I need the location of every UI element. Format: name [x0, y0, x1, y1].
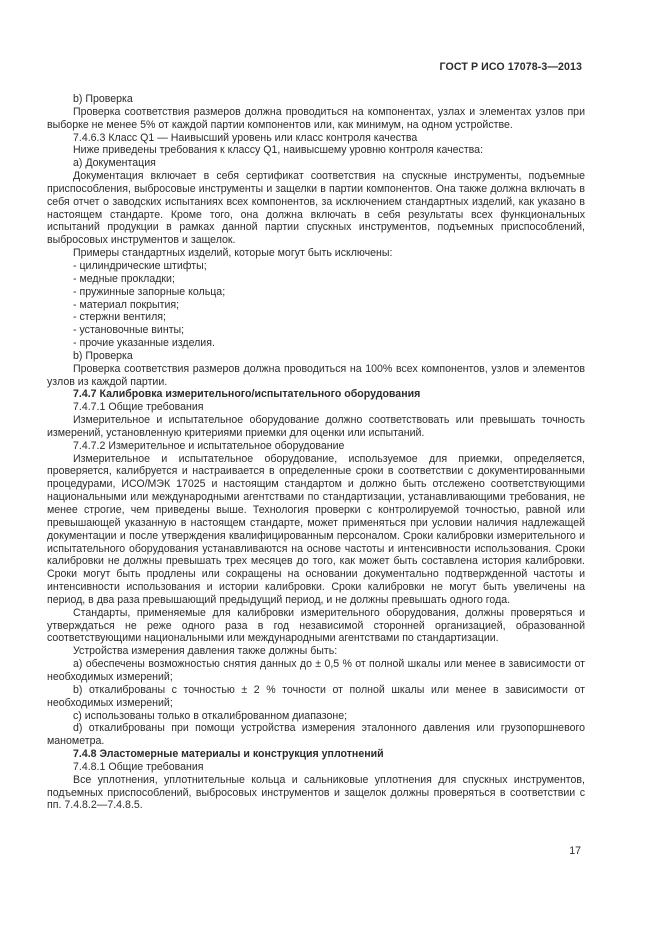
subsection-label-inspection-q1: b) Проверка — [73, 349, 133, 362]
section-heading-7-4-7: 7.4.7 Калибровка измерительного/испытательного оборудования — [73, 388, 421, 401]
list-item: c) использованы только в откалиброванном диапазоне; — [73, 709, 348, 722]
document-body — [47, 93, 585, 812]
section-heading-7-4-7-2: 7.4.7.2 Измерительное и испытательное оборудование — [73, 439, 345, 452]
list-item: - стержни вентиля; — [73, 311, 166, 324]
list-item: - материал покрытия; — [73, 298, 180, 311]
section-heading-7-4-8: 7.4.8 Эластомерные материалы и конструкция уплотнений — [73, 748, 384, 761]
paragraph-general-requirements: Измерительное и испытательное оборудование должно соответствовать или превышать точность измерений, установленную критериями приемки для оценки или испытаний. — [47, 414, 585, 439]
list-item: a) обеспечены возможностью снятия данных до ± 0,5 % от полной шкалы или менее в зависимости от необходимых измерений; — [47, 658, 585, 683]
subsection-label-inspection: b) Проверка — [73, 93, 133, 105]
page-number: 17 — [569, 845, 581, 857]
subsection-label-documentation: a) Документация — [73, 157, 156, 170]
document-standard-header: ГОСТ Р ИСО 17078-3—2013 — [439, 61, 582, 73]
paragraph-q1-intro: Ниже приведены требования к классу Q1, наивысшему уровню контроля качества: — [73, 144, 484, 157]
paragraph-pressure-devices-intro: Устройства измерения давления также должны быть: — [73, 645, 338, 658]
list-item: - прочие указанные изделия. — [73, 337, 215, 350]
paragraph-seals-requirements: Все уплотнения, уплотнительные кольца и сальниковые уплотнения для спускных инструментов, подъемных приспособлений, выбросовых инструментов и защелок должны проверяться в соответствии с пп. 7.4.8.2—7.4.8.5. — [47, 773, 585, 812]
paragraph-documentation: Документация включает в себя сертификат соответствия на спускные инструменты, подъемные приспособления, выбросовые инструменты и защелки в партии компонентов. Она также должна включать в себя отчет о заводских испытаниях всех компонентов, за исключением стандартных изделий, как указано в настоящем стандарте. Кроме того, она должна включать в себя результаты всех функциональных испытаний продукции в рамках данной партии спускных инструментов, подъемных приспособлений, выбросовых инструментов и защелок. — [47, 170, 585, 247]
section-heading-7-4-7-1: 7.4.7.1 Общие требования — [73, 401, 204, 414]
section-heading-7-4-8-1: 7.4.8.1 Общие требования — [73, 760, 204, 773]
section-heading-7-4-6-3: 7.4.6.3 Класс Q1 — Наивысший уровень или класс контроля качества — [73, 131, 418, 144]
paragraph-inspection-q2: Проверка соответствия размеров должна проводиться на компонентах, узлах и элементах узлов при выборке не менее 5% от каждой партии компонентов или, как минимум, на одном устройстве. — [47, 105, 585, 131]
paragraph-calibration-procedure: Измерительное и испытательное оборудование, используемое для приемки, определяется, проверяется, калибруется и настраивается в определенные сроки в соответствии с документированными процедурами, ИСО/МЭК 17025 и настоящим стандартом и должно быть отслежено соответствующими национальными или международными агентствами по стандартизации, устанавливающими требования, не менее строгие, чем приведены выше. Технология проверки с контролируемой точностью, равной или превышающей указанную в настоящем стандарте, может применяться при условии наличия надлежащей документации и после утверждения квалифицированным персоналом. Сроки калибровки измерительного и испытательного оборудования устанавливаются на основе частоты и интенсивности использования. Сроки калибровки не должны превышать трех месяцев до того, как может быть составлена история калибровки. Сроки могут быть продлены или сокращены на основании документально подтвержденной частоты и интенсивности использования и истории калибровки. Сроки калибровки не могут быть увеличены на период, в два раза превышающий предыдущий период, и не должны превышать одного года. — [47, 452, 585, 606]
list-item: - медные прокладки; — [73, 272, 175, 285]
list-item: - пружинные запорные кольца; — [73, 285, 226, 298]
list-item: b) откалиброваны с точностью ± 2 % точности от полной шкалы или менее в зависимости от необходимых измерений; — [47, 683, 585, 709]
list-item: d) откалиброваны при помощи устройства измерения эталонного давления или грузопоршневого манометра. — [47, 722, 585, 748]
paragraph-calibration-standards: Стандарты, применяемые для калибровки измерительного оборудования, должны проверяться и утверждаться не реже одного раза в год независимой сторонней организацией, образованной соответствующими национальными или международными агентствами по стандартизации. — [47, 606, 585, 645]
paragraph-examples-intro: Примеры стандартных изделий, которые могут быть исключены: — [73, 247, 393, 260]
paragraph-inspection-q1: Проверка соответствия размеров должна проводиться на 100% всех компонентов, узлов и элементов узлов из каждой партии. — [47, 362, 585, 388]
list-item: - установочные винты; — [73, 324, 185, 337]
list-item: - цилиндрические штифты; — [73, 259, 207, 272]
